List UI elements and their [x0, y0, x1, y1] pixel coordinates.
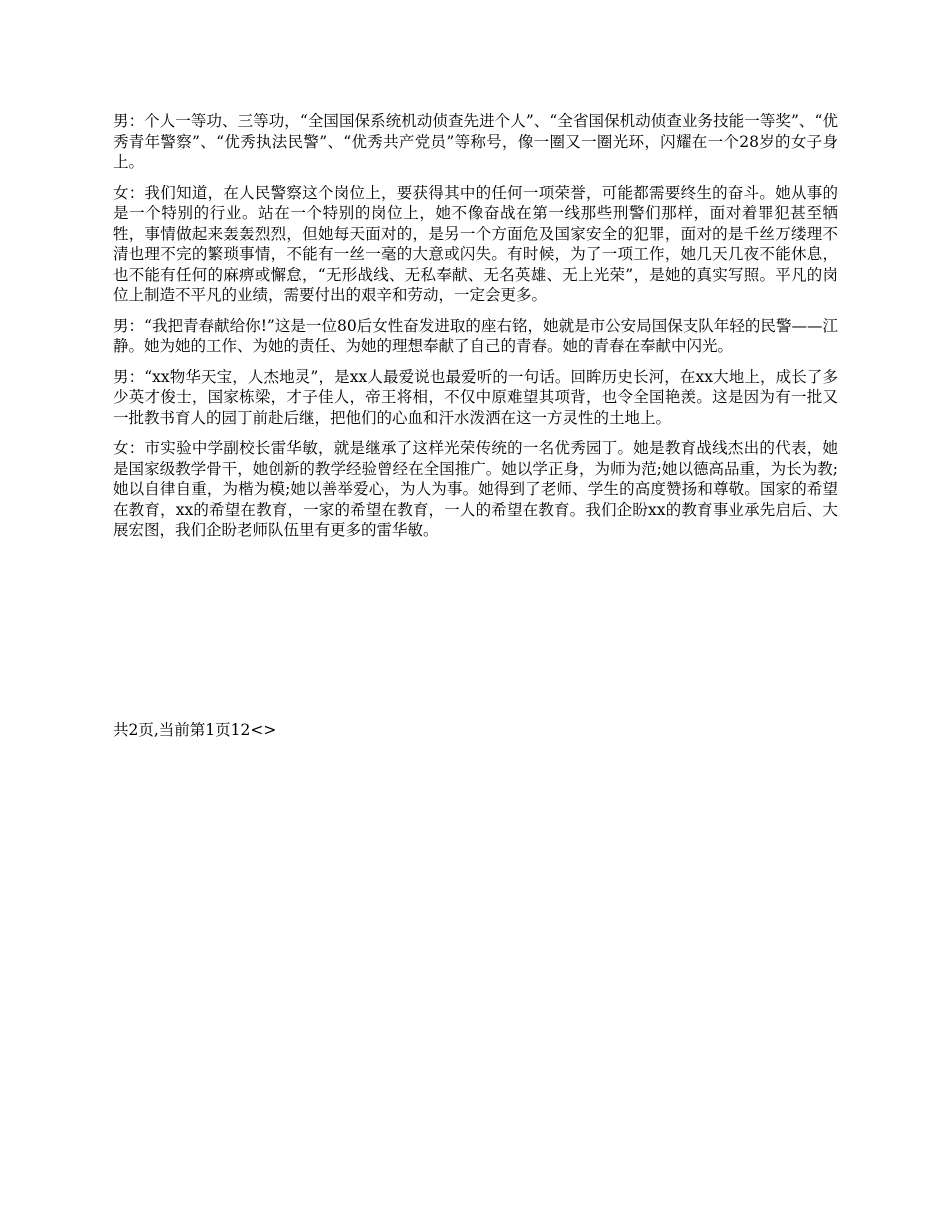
paragraph-2: 女：我们知道，在人民警察这个岗位上，要获得其中的任何一项荣誉，可能都需要终生的奋斗。她从事的是一个特别的行业。站在一个特别的岗位上，她不像奋战在第一线那些刑警们那样，面对着罪犯甚至牺牲，事情做起来轰轰烈烈，但她每天面对的，是另一个方面危及国家安全的犯罪，面对的是千丝万缕理不清也理不完的繁琐事情，不能有一丝一毫的大意或闪失。有时候，为了一项工作，她几天几夜不能休息，也不能有任何的麻痹或懈怠，“无形战线、无私奉献、无名英雄、无上光荣”，是她的真实写照。平凡的岗位上制造不平凡的业绩，需要付出的艰辛和劳动，一定会更多。 [113, 183, 838, 304]
document-body [113, 111, 838, 551]
pagination-footer: 共2页,当前第1页12<> [113, 721, 277, 739]
paragraph-1: 男：个人一等功、三等功，“全国国保系统机动侦查先进个人”、“全省国保机动侦查业务技能一等奖”、“优秀青年警察”、“优秀执法民警”、“优秀共产党员”等称号，像一圈又一圈光环，闪耀在一个28岁的女子身上。 [113, 112, 838, 171]
paragraph-4: 男：“xx物华天宝，人杰地灵”，是xx人最爱说也最爱听的一句话。回眸历史长河，在xx大地上，成长了多少英才俊士，国家栋梁，才子佳人，帝王将相，不仅中原难望其项背，也令全国艳羡。这是因为有一批又一批教书育人的园丁前赴后继，把他们的心血和汗水泼洒在这一方灵性的土地上。 [113, 367, 838, 427]
paragraph-3: 男：“我把青春献给你!”这是一位80后女性奋发进取的座右铭，她就是市公安局国保支队年轻的民警——江静。她为她的工作、为她的责任、为她的理想奉献了自己的青春。她的青春在奉献中闪光。 [113, 316, 838, 355]
paragraph-5: 女：市实验中学副校长雷华敏，就是继承了这样光荣传统的一名优秀园丁。她是教育战线杰出的代表，她是国家级教学骨干，她创新的教学经验曾经在全国推广。她以学正身，为师为范;她以德高品重，为长为教;她以自律自重，为楷为模;她以善举爱心，为人为事。她得到了老师、学生的高度赞扬和尊敬。国家的希望在教育，xx的希望在教育，一家的希望在教育，一人的希望在教育。我们企盼xx的教育事业承先启后、大展宏图，我们企盼老师队伍里有更多的雷华敏。 [113, 439, 838, 539]
